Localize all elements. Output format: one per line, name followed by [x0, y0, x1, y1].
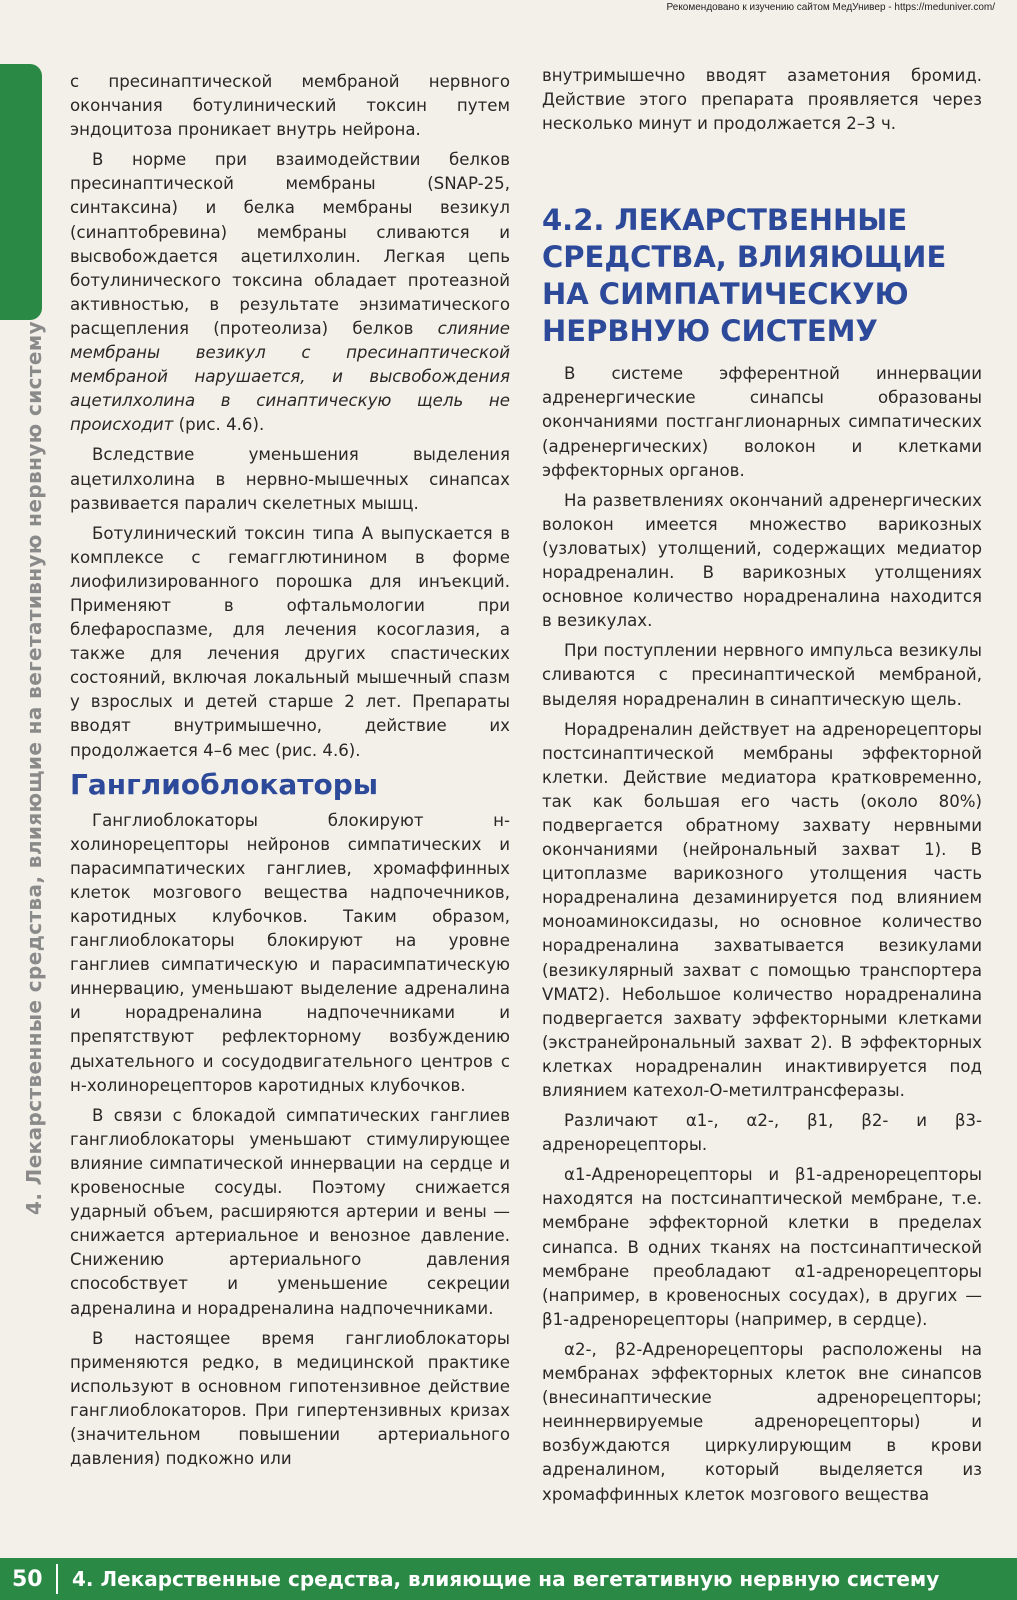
paragraph: Ганглиоблокаторы блокируют н-холинорецепторы нейронов симпатических и парасимпатических ганглиев, хромаффинных клеток мозгового вещества надпочечников, каротидных клубочков. Таким образом, ганглиоблокаторы блокируют на уровне ганглиев симпатическую и парасимпатическую иннервацию, уменьшают выделение адреналина и норадреналина надпочечниками и препятствуют рефлекторному возбуждению дыхательного и сосудодвигательного центров с н-холинорецепторов каротидных клубочков. [70, 810, 510, 1095]
chapter-side-tab [0, 64, 42, 320]
footer-divider [56, 1564, 58, 1594]
subsection-heading: Ганглиоблокаторы [70, 767, 379, 801]
footer-title: 4. Лекарственные средства, влияющие на вегетативную нервную систему [72, 1567, 940, 1591]
paragraph: На разветвлениях окончаний адренергических волокон имеется множество варикозных (узловатых) утолщений, содержащих медиатор норадреналин. В варикозных утолщениях основное количество норадреналина находится в везикулах. [542, 490, 982, 631]
paragraph: В норме при взаимодействии белков пресинаптической мембраны (SNAP-25, синтаксина) и белка мембраны везикул (синаптобревина) мембраны сливаются и высвобождается ацетилхолин. Легкая цепь ботулинического токсина обладает протеазной активностью, в результате энзиматического расщепления (протеолиза) белков слияние мембраны везикул с пресинаптической мембраной нарушается, и высвобождения ацетилхолина в синаптическую щель не происходит (рис. 4.6). [70, 150, 510, 435]
right-column [542, 64, 982, 1513]
left-column [70, 70, 510, 1477]
paragraph: внутримышечно вводят азаметония бромид. Действие этого препарата проявляется через несколько минут и продолжается 2–3 ч. [542, 66, 982, 134]
paragraph: В связи с блокадой симпатических ганглиев ганглиоблокаторы уменьшают стимулирующее влияние симпатической иннервации на сердце и кровеносные сосуды. Поэтому снижается ударный объем, расширяются артерии и вены — снижается артериальное и венозное давление. Снижению артериального давления способствует и уменьшение секреции адреналина и норадреналина надпочечниками. [70, 1105, 510, 1318]
paragraph: Норадреналин действует на адренорецепторы постсинаптической мембраны эффекторной клетки. Действие медиатора кратковременно, так как большая его часть (около 80%) подвергается обратному захвату нервными окончаниями (нейрональный захват 1). В цитоплазме варикозного утолщения часть норадреналина дезаминируется под влиянием моноаминоксидазы, но основное количество норадреналина захватывается везикулами (везикулярный захват с помощью транспортера VMAT2). Небольшое количество норадреналина подвергается захвату эффекторными клетками (экстранейрональный захват 2). В эффекторных клетках норадреналин инактивируется под влиянием катехол-О-метилтрансферазы. [542, 719, 982, 1100]
paragraph: В системе эфферентной иннервации адренергические синапсы образованы окончаниями постганглионарных симпатических (адренергических) волокон и клетками эффекторных органов. [542, 364, 982, 480]
page-number: 50 [12, 1566, 43, 1592]
paragraph: При поступлении нервного импульса везикулы сливаются с пресинаптической мембраной, выделяя норадреналин в синаптическую щель. [542, 641, 982, 709]
section-heading: 4.2. ЛЕКАРСТВЕННЫЕ СРЕДСТВА, ВЛИЯЮЩИЕ НА СИМПАТИЧЕСКУЮ НЕРВНУЮ СИСТЕМУ [542, 203, 947, 349]
paragraph: В настоящее время ганглиоблокаторы применяются редко, в медицинской практике используют в основном гипотензивное действие ганглиоблокаторов. При гипертензивных кризах (значительном повышении артериального давления) подкожно или [70, 1328, 510, 1469]
paragraph: α2-, β2-Адренорецепторы расположены на мембранах эффекторных клеток вне синапсов (внесинаптические адренорецепторы; неиннервируемые адренорецепторы) и возбуждаются циркулирующим в крови адреналином, который выделяется из хромаффинных клеток мозгового вещества [542, 1339, 982, 1504]
watermark-text: Рекомендовано к изучению сайтом МедУнивер - https://meduniver.com/ [666, 2, 995, 13]
paragraph: Вследствие уменьшения выделения ацетилхолина в нервно-мышечных синапсах развивается паралич скелетных мышц. [70, 445, 510, 513]
paragraph: с пресинаптической мембраной нервного окончания ботулинический токсин путем эндоцитоза проникает внутрь нейрона. [70, 72, 510, 140]
page-footer [0, 1558, 1017, 1600]
paragraph: Различают α1-, α2-, β1, β2- и β3-адренорецепторы. [542, 1111, 982, 1155]
paragraph: α1-Адренорецепторы и β1-адренорецепторы находятся на постсинаптической мембране, т.е. мембране эффекторной клетки в пределах синапса. В одних тканях на постсинаптической мембране преобладают α1-адренорецепторы (например, в кровеносных сосудах), в других — β1-адренорецепторы (например, в сердце). [542, 1165, 982, 1329]
chapter-side-title: 4. Лекарственные средства, влияющие на вегетативную нервную систему [22, 320, 46, 1215]
paragraph: Ботулинический токсин типа А выпускается в комплексе с гемагглютинином в форме лиофилизированного порошка для инъекций. Применяют в офтальмологии при блефароспазме, для лечения косоглазия, а также для лечения других спастических состояний, включая локальный мышечный спазм у взрослых и детей старше 2 лет. Препараты вводят внутримышечно, действие их продолжается 4–6 мес (рис. 4.6). [70, 523, 510, 760]
